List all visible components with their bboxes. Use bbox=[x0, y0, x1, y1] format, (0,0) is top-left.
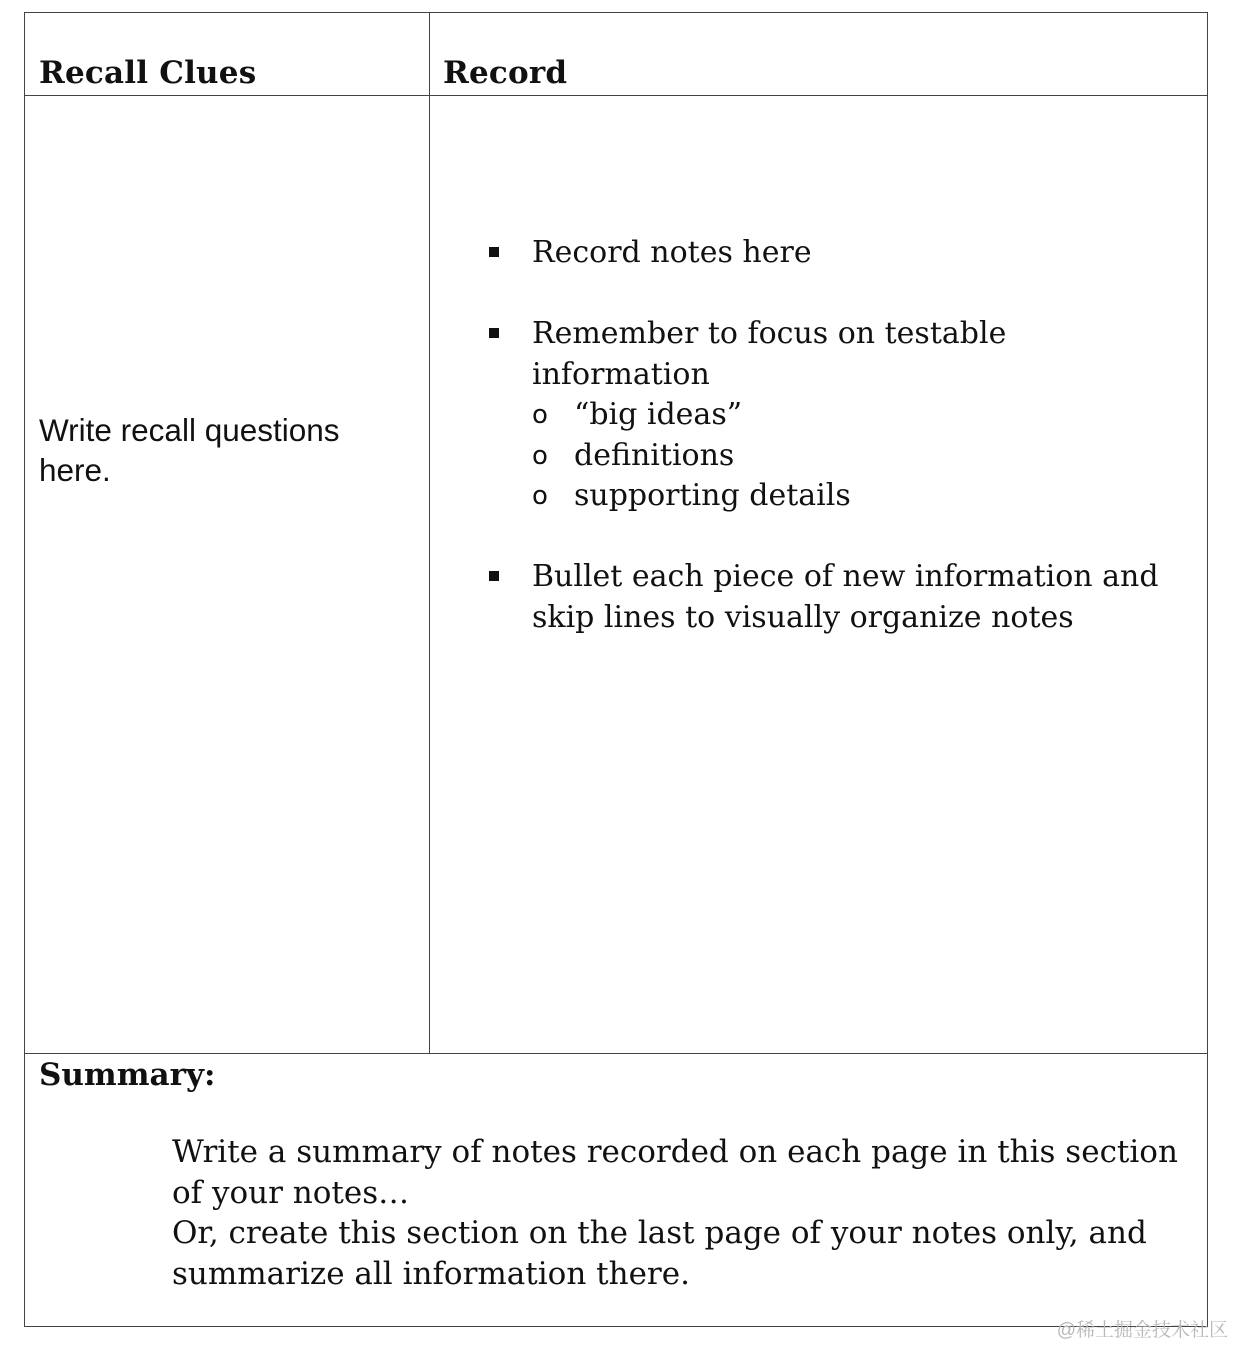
circle-bullet-icon: o bbox=[532, 400, 548, 430]
recall-clues-heading: Recall Clues bbox=[39, 55, 257, 91]
sub-list-item bbox=[485, 476, 1185, 517]
summary-line: Or, create this section on the last page of your notes only, and summarize all information there. bbox=[172, 1215, 1147, 1292]
watermark: @稀土掘金技术社区 bbox=[1056, 1320, 1228, 1341]
record-notes bbox=[485, 233, 1185, 638]
list-item bbox=[485, 557, 1185, 638]
sub-item-text: supporting details bbox=[574, 478, 851, 513]
list-item bbox=[485, 233, 1185, 274]
bullet-text: Record notes here bbox=[532, 235, 812, 270]
bullet-text: Bullet each piece of new information and skip lines to visually organize notes bbox=[532, 559, 1159, 635]
circle-bullet-icon: o bbox=[532, 481, 548, 511]
sub-list-item bbox=[485, 436, 1185, 477]
summary-heading: Summary: bbox=[39, 1057, 216, 1093]
square-bullet-icon bbox=[489, 328, 499, 338]
sub-item-text: definitions bbox=[574, 437, 735, 473]
recall-questions-text: Write recall questions here. bbox=[39, 412, 340, 488]
bullet-text: Remember to focus on testable information bbox=[532, 316, 1007, 392]
summary-text bbox=[172, 1132, 1192, 1294]
record-heading: Record bbox=[443, 55, 568, 91]
list-item bbox=[485, 314, 1185, 395]
sub-list-item bbox=[485, 395, 1185, 436]
summary-divider bbox=[25, 1053, 1207, 1054]
cornell-notes-table bbox=[24, 12, 1208, 1327]
square-bullet-icon bbox=[489, 247, 499, 257]
sub-item-text: “big ideas” bbox=[574, 397, 743, 432]
summary-line: Write a summary of notes recorded on each page in this section of your notes… bbox=[172, 1134, 1178, 1211]
circle-bullet-icon: o bbox=[532, 440, 548, 471]
square-bullet-icon bbox=[489, 571, 499, 581]
header-divider bbox=[25, 95, 1207, 96]
column-divider bbox=[429, 13, 430, 1053]
